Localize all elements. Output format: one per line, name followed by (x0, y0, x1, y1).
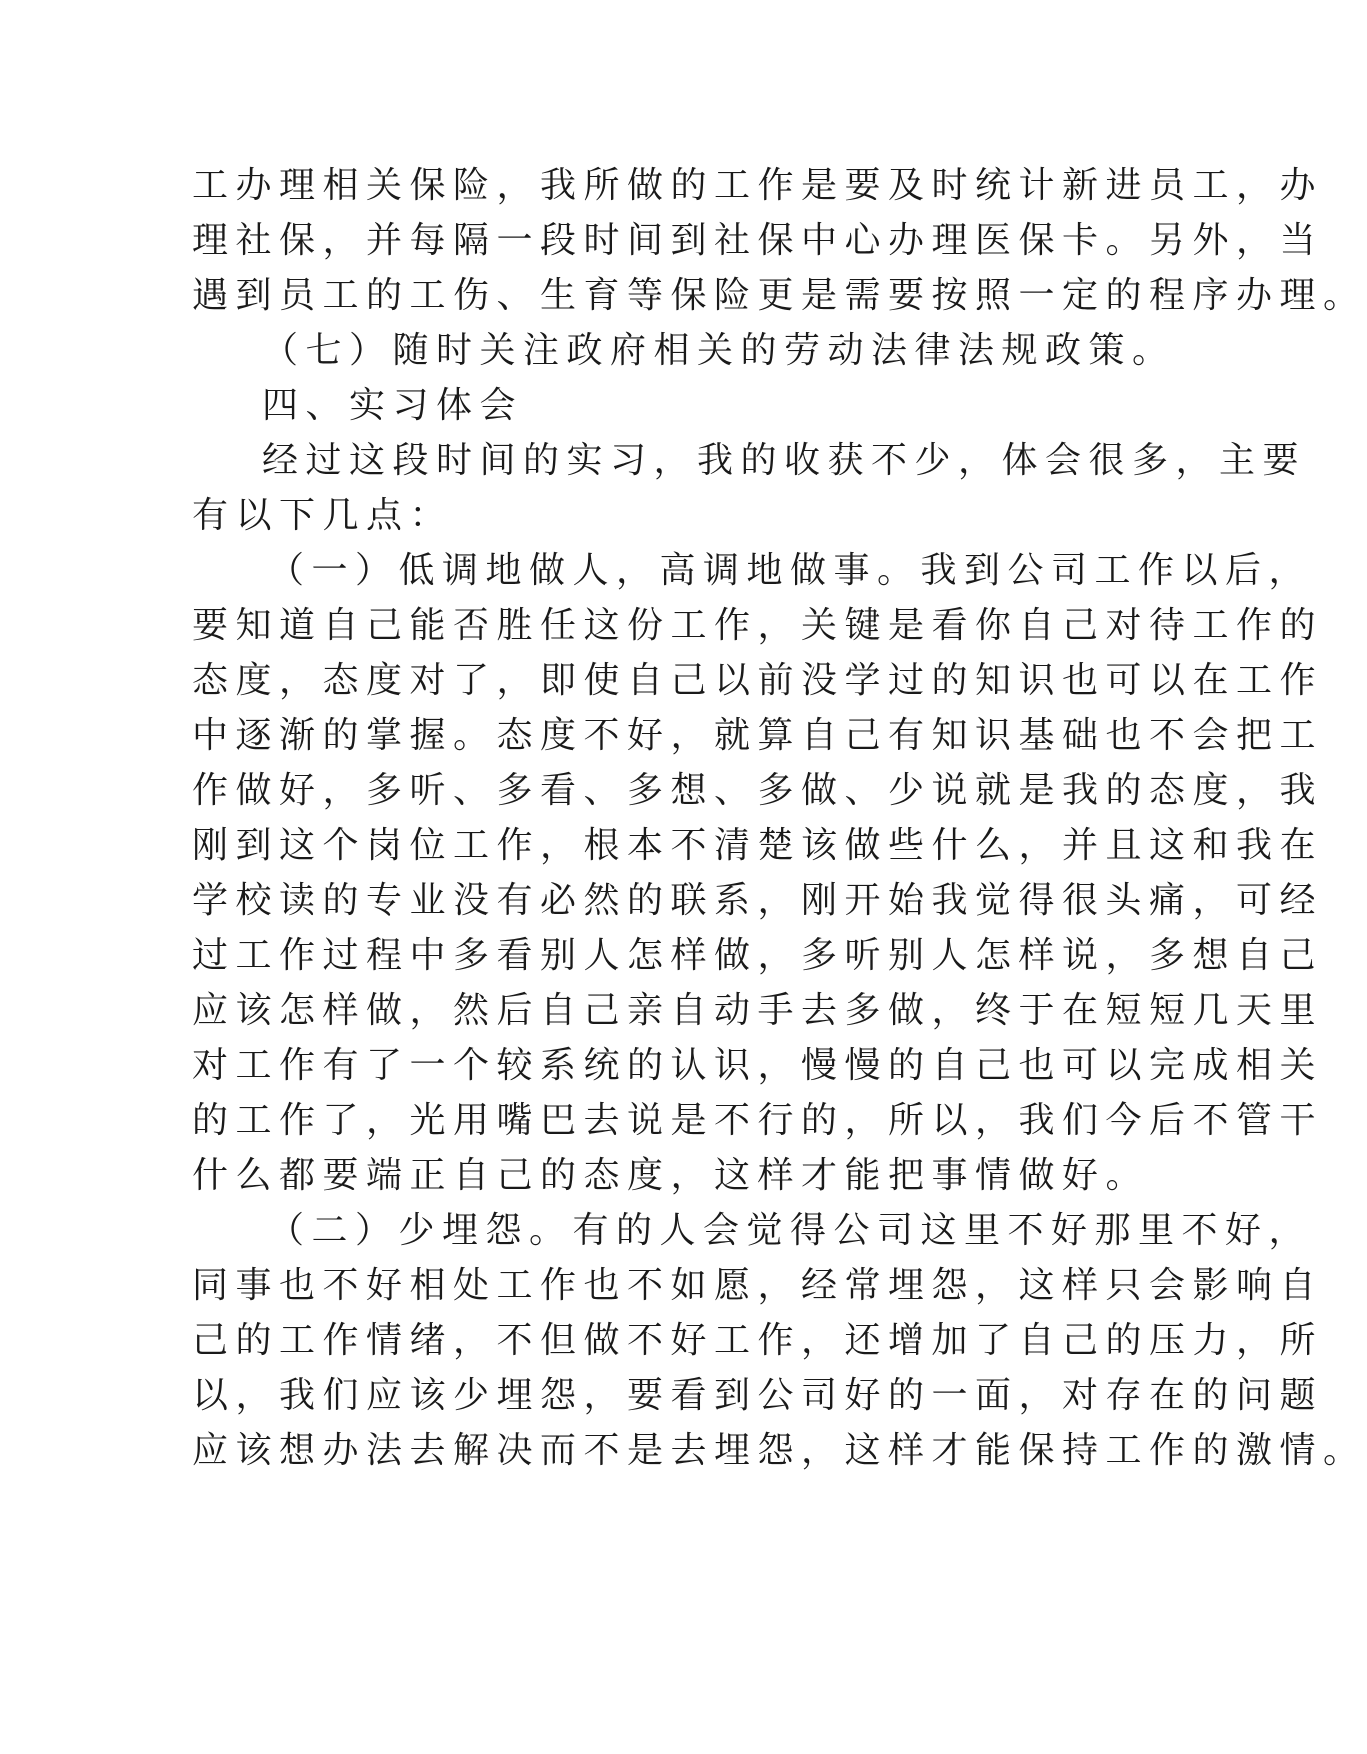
section-item-7: （七）随时关注政府相关的劳动法律法规政策。 (262, 330, 1176, 371)
body-line: 同事也不好相处工作也不如愿，经常埋怨，这样只会影响自 (192, 1265, 1324, 1306)
body-line: 什么都要端正自己的态度，这样才能把事情做好。 (192, 1155, 1150, 1196)
body-line: 应该怎样做，然后自己亲自动手去多做，终于在短短几天里 (192, 990, 1324, 1031)
body-line: 工办理相关保险，我所做的工作是要及时统计新进员工，办 (192, 165, 1324, 206)
body-line: 理社保，并每隔一段时间到社保中心办理医保卡。另外，当 (192, 220, 1324, 261)
body-line: 遇到员工的工伤、生育等保险更是需要按照一定的程序办理。 (192, 275, 1367, 316)
section-item-1: （一）低调地做人，高调地做事。我到公司工作以后， (268, 550, 1313, 591)
body-line: 过工作过程中多看别人怎样做，多听别人怎样说，多想自己 (192, 935, 1324, 976)
body-line: 的工作了，光用嘴巴去说是不行的，所以，我们今后不管干 (192, 1100, 1324, 1141)
body-line: 应该想办法去解决而不是去埋怨，这样才能保持工作的激情。 (192, 1430, 1367, 1471)
section-item-2: （二）少埋怨。有的人会觉得公司这里不好那里不好， (268, 1210, 1313, 1251)
body-line: 刚到这个岗位工作，根本不清楚该做些什么，并且这和我在 (192, 825, 1324, 866)
body-line: 学校读的专业没有必然的联系，刚开始我觉得很头痛，可经 (192, 880, 1324, 921)
body-line: 己的工作情绪，不但做不好工作，还增加了自己的压力，所 (192, 1320, 1324, 1361)
body-line: 对工作有了一个较系统的认识，慢慢的自己也可以完成相关 (192, 1045, 1324, 1086)
body-line: 态度，态度对了，即使自己以前没学过的知识也可以在工作 (192, 660, 1324, 701)
body-line: 要知道自己能否胜任这份工作，关键是看你自己对待工作的 (192, 605, 1324, 646)
section-heading: 四、实习体会 (262, 385, 524, 426)
body-line: 有以下几点： (192, 495, 454, 536)
body-line: 以，我们应该少埋怨，要看到公司好的一面，对存在的问题 (192, 1375, 1324, 1416)
body-line: 中逐渐的掌握。态度不好，就算自己有知识基础也不会把工 (192, 715, 1324, 756)
body-line: 作做好，多听、多看、多想、多做、少说就是我的态度，我 (192, 770, 1324, 811)
body-line: 经过这段时间的实习，我的收获不少，体会很多，主要 (262, 440, 1307, 481)
